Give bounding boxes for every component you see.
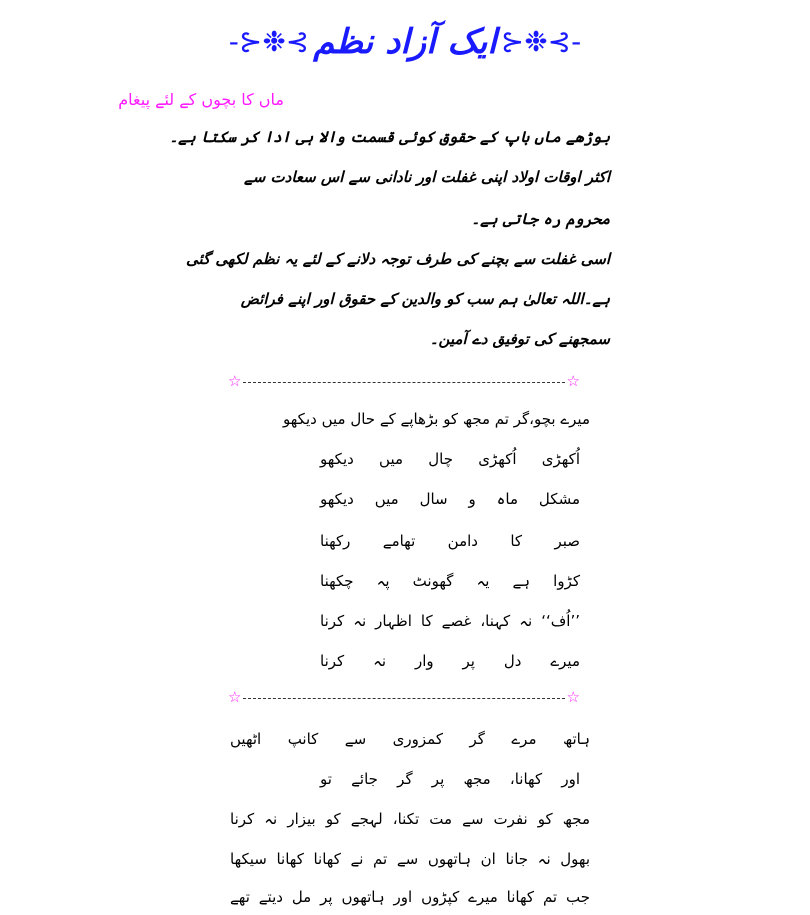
intro-line-4: اسی غفلت سے بچنے کی طرف توجہ دلانے کے لئے یہ نظم لکھی گئی <box>185 250 610 268</box>
star-icon: ☆ <box>566 688 580 706</box>
stanza2-line-4: بھول نہ جانا ان ہاتھوں سے تم نے کھانا کھانا سیکھا <box>230 850 590 868</box>
stanza1-line-2: اُکھڑی اُکھڑی چال میں دیکھو <box>320 450 580 468</box>
page-title: ایک آزاد نظم <box>313 22 497 62</box>
dashed-rule <box>243 698 564 699</box>
divider <box>228 372 580 390</box>
ornament-left-icon: -⊱❉⊰ <box>228 25 310 58</box>
stanza2-line-2: اور کھانا، مجھ پر گر جائے تو <box>320 770 580 788</box>
star-icon: ☆ <box>228 372 242 390</box>
stanza2-line-3: مجھ کو نفرت سے مت تکنا، لہجے کو بیزار نہ کرنا <box>230 810 590 828</box>
stanza1-line-4: صبر کا دامن تھامے رکھنا <box>320 532 580 550</box>
stanza1-line-7: میرے دل پر وار نہ کرنا <box>320 652 580 670</box>
star-icon: ☆ <box>228 688 242 706</box>
intro-line-6: سمجھنے کی توفیق دے آمین۔ <box>429 330 610 348</box>
intro-line-2: اکثر اوقات اولاد اپنی غفلت اور نادانی سے اس سعادت سے <box>243 168 610 186</box>
stanza1-line-1: میرے بچو،گر تم مجھ کو بڑھاپے کے حال میں دیکھو <box>283 410 590 428</box>
stanza1-line-3: مشکل ماہ و سال میں دیکھو <box>320 490 580 508</box>
intro-line-3: محروم رہ جاتی ہے۔ <box>471 210 610 228</box>
stanza2-line-5: جب تم کھانا میرے کپڑوں اور ہاتھوں پر مل دیتے تھے <box>230 888 590 906</box>
stanza2-line-1: ہاتھ مرے گر کمزوری سے کانپ اٹھیں <box>230 730 590 748</box>
subtitle: ماں کا بچوں کے لئے پیغام <box>118 90 284 109</box>
intro-line-5: ہے۔اللہ تعالیٰ ہم سب کو والدین کے حقوق اور اپنے فرائض <box>240 290 610 308</box>
title-banner <box>228 12 582 72</box>
ornament-right-icon: ⊱❉⊰- <box>500 25 582 58</box>
divider <box>228 688 580 706</box>
star-icon: ☆ <box>566 372 580 390</box>
dashed-rule <box>243 382 564 383</box>
intro-line-1: بوڑھے ماں باپ کے حقوق کوئی قسمت والا ہی ادا کر سکتا ہے۔ <box>169 128 610 146</box>
stanza1-line-5: کڑوا ہے یہ گھونٹ پہ چکھنا <box>320 572 580 590</box>
stanza1-line-6: ’’اُف‘‘ نہ کہنا، غصے کا اظہار نہ کرنا <box>320 612 580 630</box>
